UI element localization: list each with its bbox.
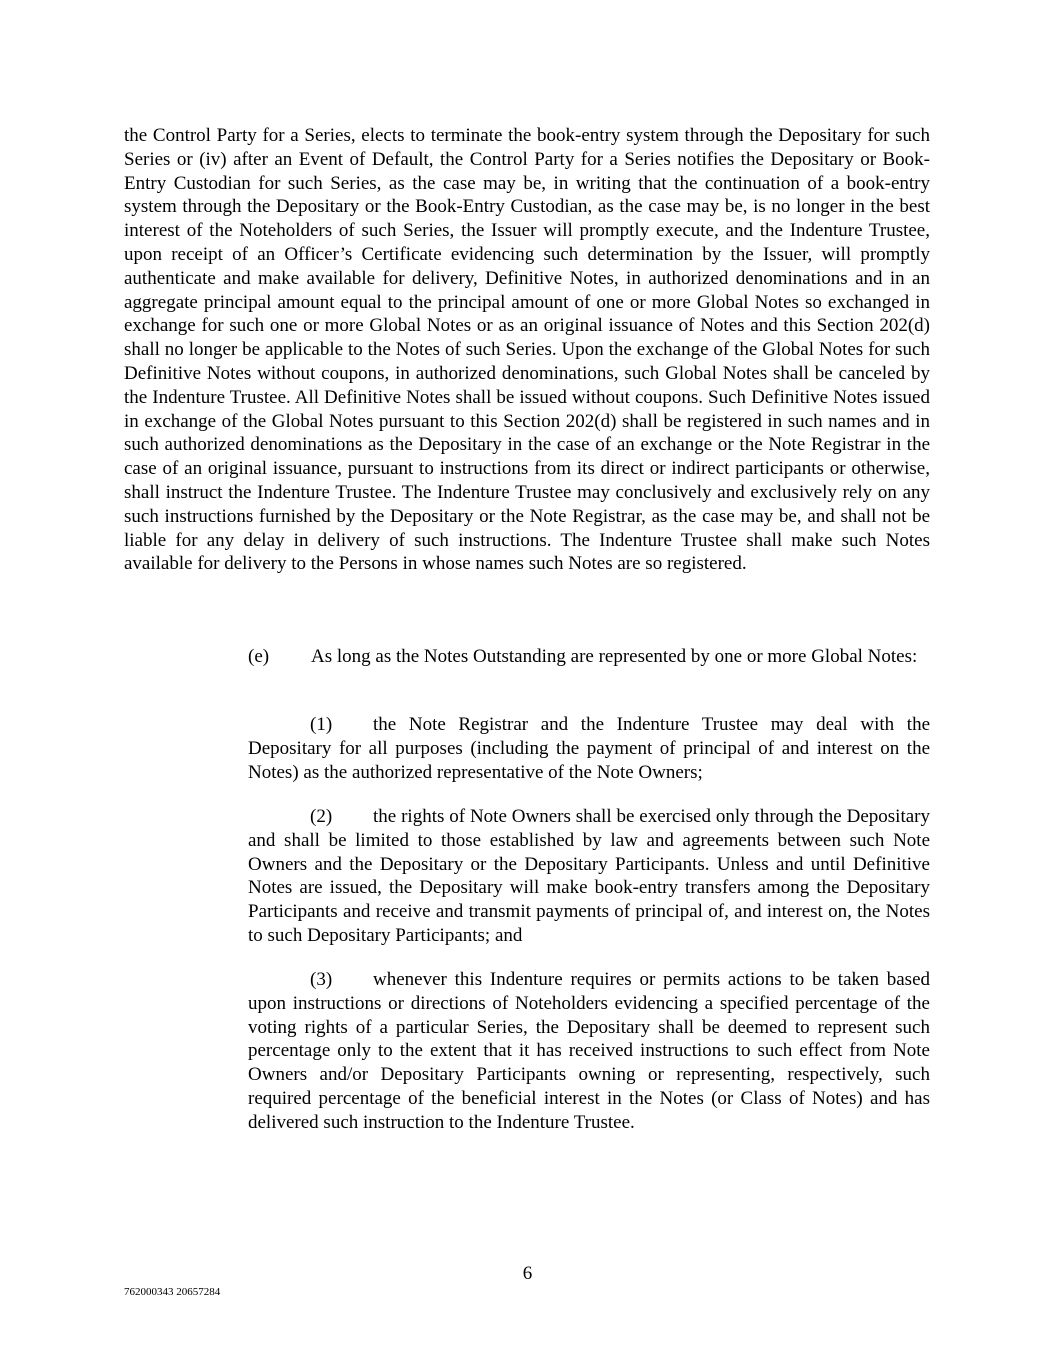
section-e-label: (e)	[248, 646, 270, 667]
list-item-1	[248, 713, 930, 784]
page-number: 6	[522, 1263, 533, 1284]
list-item-2	[248, 805, 930, 948]
intro-paragraph: the Control Party for a Series, elects to terminate the book-entry system through the Depositary for such Series or (iv) after an Event of Default, the Control Party for a Series notifies the Depositary or Book-Entry Custodian for such Series, as the case may be, in writing that the continuation of a book-entry system through the Depositary or the Book-Entry Custodian, as the case may be, is no longer in the best interest of the Noteholders of such Series, the Issuer will promptly execute, and the Indenture Trustee, upon receipt of an Officer’s Certificate evidencing such determination by the Issuer, will promptly authenticate and make available for delivery, Definitive Notes, in authorized denominations and in an aggregate principal amount equal to the principal amount of one or more Global Notes so exchanged in exchange for such one or more Global Notes or as an original issuance of Notes and this Section 202(d) shall no longer be applicable to the Notes of such Series. Upon the exchange of the Global Notes for such Definitive Notes without coupons, in authorized denominations, such Global Notes shall be canceled by the Indenture Trustee. All Definitive Notes shall be issued without coupons. Such Definitive Notes issued in exchange of the Global Notes pursuant to this Section 202(d) shall be registered in such names and in such authorized denominations as the Depositary in the case of an exchange or the Note Registrar in the case of an original issuance, pursuant to instructions from its direct or indirect participants or otherwise, shall instruct the Indenture Trustee. The Indenture Trustee may conclusively and exclusively rely on any such instructions furnished by the Depositary or the Note Registrar, as the case may be, and shall not be liable for any delay in delivery of such instructions. The Indenture Trustee shall make such Notes available for delivery to the Persons in whose names such Notes are so registered.	[124, 125, 930, 575]
list-item-3-label: (3)	[310, 969, 333, 990]
list-item-2-text: the rights of Note Owners shall be exercised only through the Depositary and shall be limited to those established by law and agreements between such Note Owners and the Depositary or the Depositary Participants. Unless and until Definitive Notes are issued, the Depositary will make book-entry transfers among the Depositary Participants and receive and transmit payments of principal of, and interest on, the Notes to such Depositary Participants; and	[248, 806, 930, 946]
list-item-2-label: (2)	[310, 806, 333, 827]
list-item-1-label: (1)	[310, 714, 333, 735]
list-item-3	[248, 968, 930, 1135]
list-item-1-text: the Note Registrar and the Indenture Trustee may deal with the Depositary for all purposes (including the payment of principal of and interest on the Notes) as the authorized representative of the Note Owners;	[248, 714, 930, 783]
section-e-text: As long as the Notes Outstanding are represented by one or more Global Notes:	[311, 646, 918, 667]
section-e-paragraph	[124, 645, 930, 669]
document-id: 762000343 20657284	[124, 1286, 221, 1298]
list-item-3-text: whenever this Indenture requires or permits actions to be taken based upon instructions or directions of Noteholders evidencing a specified percentage of the voting rights of a particular Series, the Depositary shall be deemed to represent such percentage only to the extent that it has received instructions to such effect from Note Owners and/or Depositary Participants owning or representing, respectively, such required percentage of the beneficial interest in the Notes (or Class of Notes) and has delivered such instruction to the Indenture Trustee.	[248, 969, 930, 1133]
